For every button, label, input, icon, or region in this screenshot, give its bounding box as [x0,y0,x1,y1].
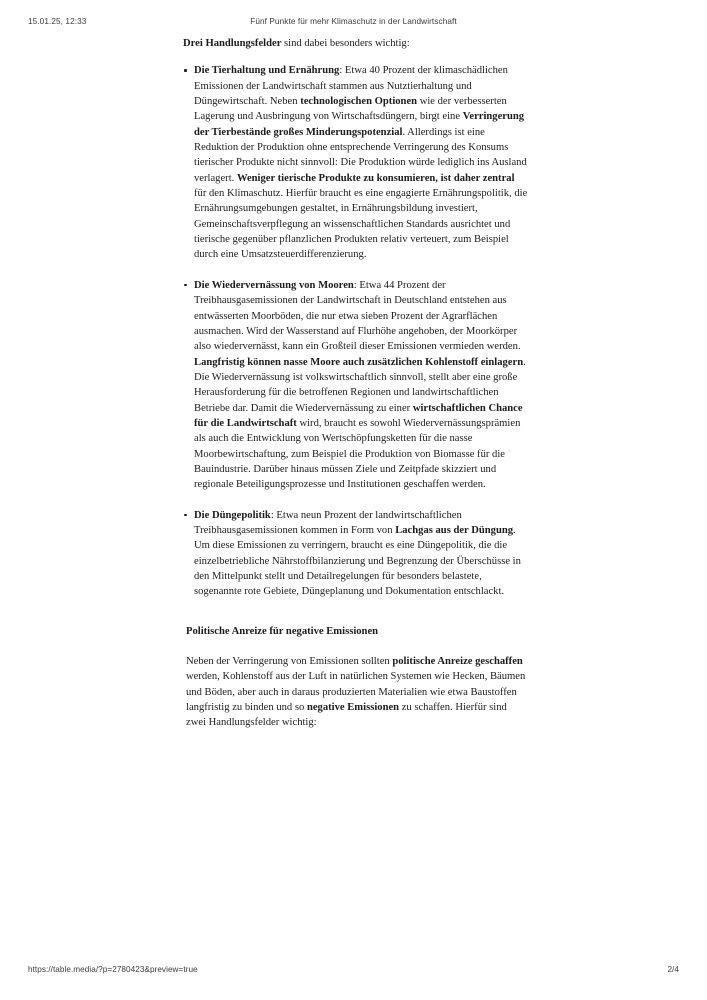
bullet-text-2: wie der verbesserten Lagerung und Ausbringung von Wirtschaftsdüngern, birgt eine [194,96,507,123]
header-timestamp: 15.01.25, 12:33 [28,17,87,26]
document-content [183,36,529,731]
bullet-text-1: : Etwa 40 Prozent der klimaschädlichen Emissionen der Landwirtschaft stammen aus Nutztierhaltung und Düngewirtschaft. Neben [194,65,508,108]
header-document-title: Fünf Punkte für mehr Klimaschutz in der Landwirtschaft [250,17,457,26]
bullet-term: Die Wiedervernässung von Mooren [194,279,354,291]
closing-text-2: werden, Kohlenstoff aus der Luft in natürlichen Systemen wie Hecken, Bäumen und Böden, aber auch in daraus produzierten Materialien wie etwa Baustoffen langfristig zu binden und so [186,671,526,714]
bullet-text-2: . Um diese Emissionen zu verringern, braucht es eine Düngepolitik, die die einzelbetriebliche Nährstoffbilanzierung und Begrenzung der Überschüsse in den Mittelpunkt stellt und Detailregelungen für besonders belastete, sogenannte rote Gebiete, Düngeplanung und Dokumentation entschlackt. [194,524,521,598]
bullet-term: Die Tierhaltung und Ernährung [194,65,340,77]
closing-text-3: zu schaffen. Hierfür sind zwei Handlungsfelder wichtig: [186,702,507,729]
bullet-bold-2: Verringerung der Tierbestände großes Minderungspotenzial [194,111,525,138]
bullet-text-3: wird, braucht es sowohl Wiedervernässungsprämien als auch die Entwicklung von Wertschöpfungsketten für die nasse Moorbewirtschaftung, zum Beispiel die Produktion von Biomasse für die Bauindustrie. Darüber hinaus müssen Ziele und Zeitpfade skizziert und regionale Beteiligungsprozesse und Institutionen geschaffen werden. [194,417,521,491]
closing-paragraph [183,654,529,731]
bullet-bold-1: Lachgas aus der Düngung [395,524,514,536]
bullet-bold-2: wirtschaftlichen Chance für die Landwirtschaft [194,402,523,429]
lead-rest-text: sind dabei besonders wichtig: [281,38,410,49]
bullet-text-3: . Allerdings ist eine Reduktion der Produktion ohne entsprechende Verringerung des Konsums tierischer Produkte nicht sinnvoll: Die Produktion würde lediglich ins Ausland verlagert. [194,126,527,184]
footer-page-number: 2/4 [667,965,679,974]
list-item [183,508,529,600]
bullet-text-2: . Die Wiedervernässung ist volkswirtschaftlich sinnvoll, stellt aber eine große Herausforderung für die betroffenen Regionen und landwirtschaftlichen Betriebe dar. Damit die Wiedervernässung zu einer [194,356,526,414]
bullet-text-1: : Etwa 44 Prozent der Treibhausgasemissionen der Landwirtschaft in Deutschland entstehen aus entwässerten Moorböden, die nur etwa sieben Prozent der Agrarflächen ausmachen. Wird der Wasserstand auf Flurhöhe angehoben, der Moorkörper also wiedervernässt, kann ein Großteil dieser Emissionen vermieden werden. [194,279,521,353]
lead-paragraph [183,36,529,51]
bullet-bold-1: technologischen Optionen [300,96,418,108]
closing-bold-1: politische Anreize geschaffen [392,656,523,668]
bullet-bold-3: Weniger tierische Produkte zu konsumieren, ist daher zentral [236,172,515,184]
bullet-term: Die Düngepolitik [194,509,271,521]
closing-bold-2: negative Emissionen [306,702,400,714]
page-footer [0,965,707,979]
list-item [183,278,529,493]
handlungsfelder-list [183,63,529,599]
closing-text-1: Neben der Verringerung von Emissionen sollten [186,656,393,668]
bullet-bold-1: Langfristig können nasse Moore auch zusätzlichen Kohlenstoff einlagern [194,356,524,368]
page-header [0,17,707,31]
list-item [183,63,529,262]
lead-bold-text: Drei Handlungsfelder [183,38,282,49]
section-heading: Politische Anreize für negative Emissionen [186,625,379,637]
bullet-text-1: : Etwa neun Prozent der landwirtschaftlichen Treibhausgasemissionen kommen in Form von [194,509,462,536]
bullet-text-4: für den Klimaschutz. Hierfür braucht es eine engagierte Ernährungspolitik, die Ernährungsumgebungen gestaltet, in Ernährungsbildung investiert, Gemeinschaftsverpflegung an wissenschaftlichen Standards ausrichtet und tierische gegenüber pflanzlichen Produkten relativ verteuert, zum Beispiel durch eine Umsatzsteuerdifferenzierung. [194,188,528,261]
footer-source-url: https://table.media/?p=2780423&preview=true [28,965,198,974]
